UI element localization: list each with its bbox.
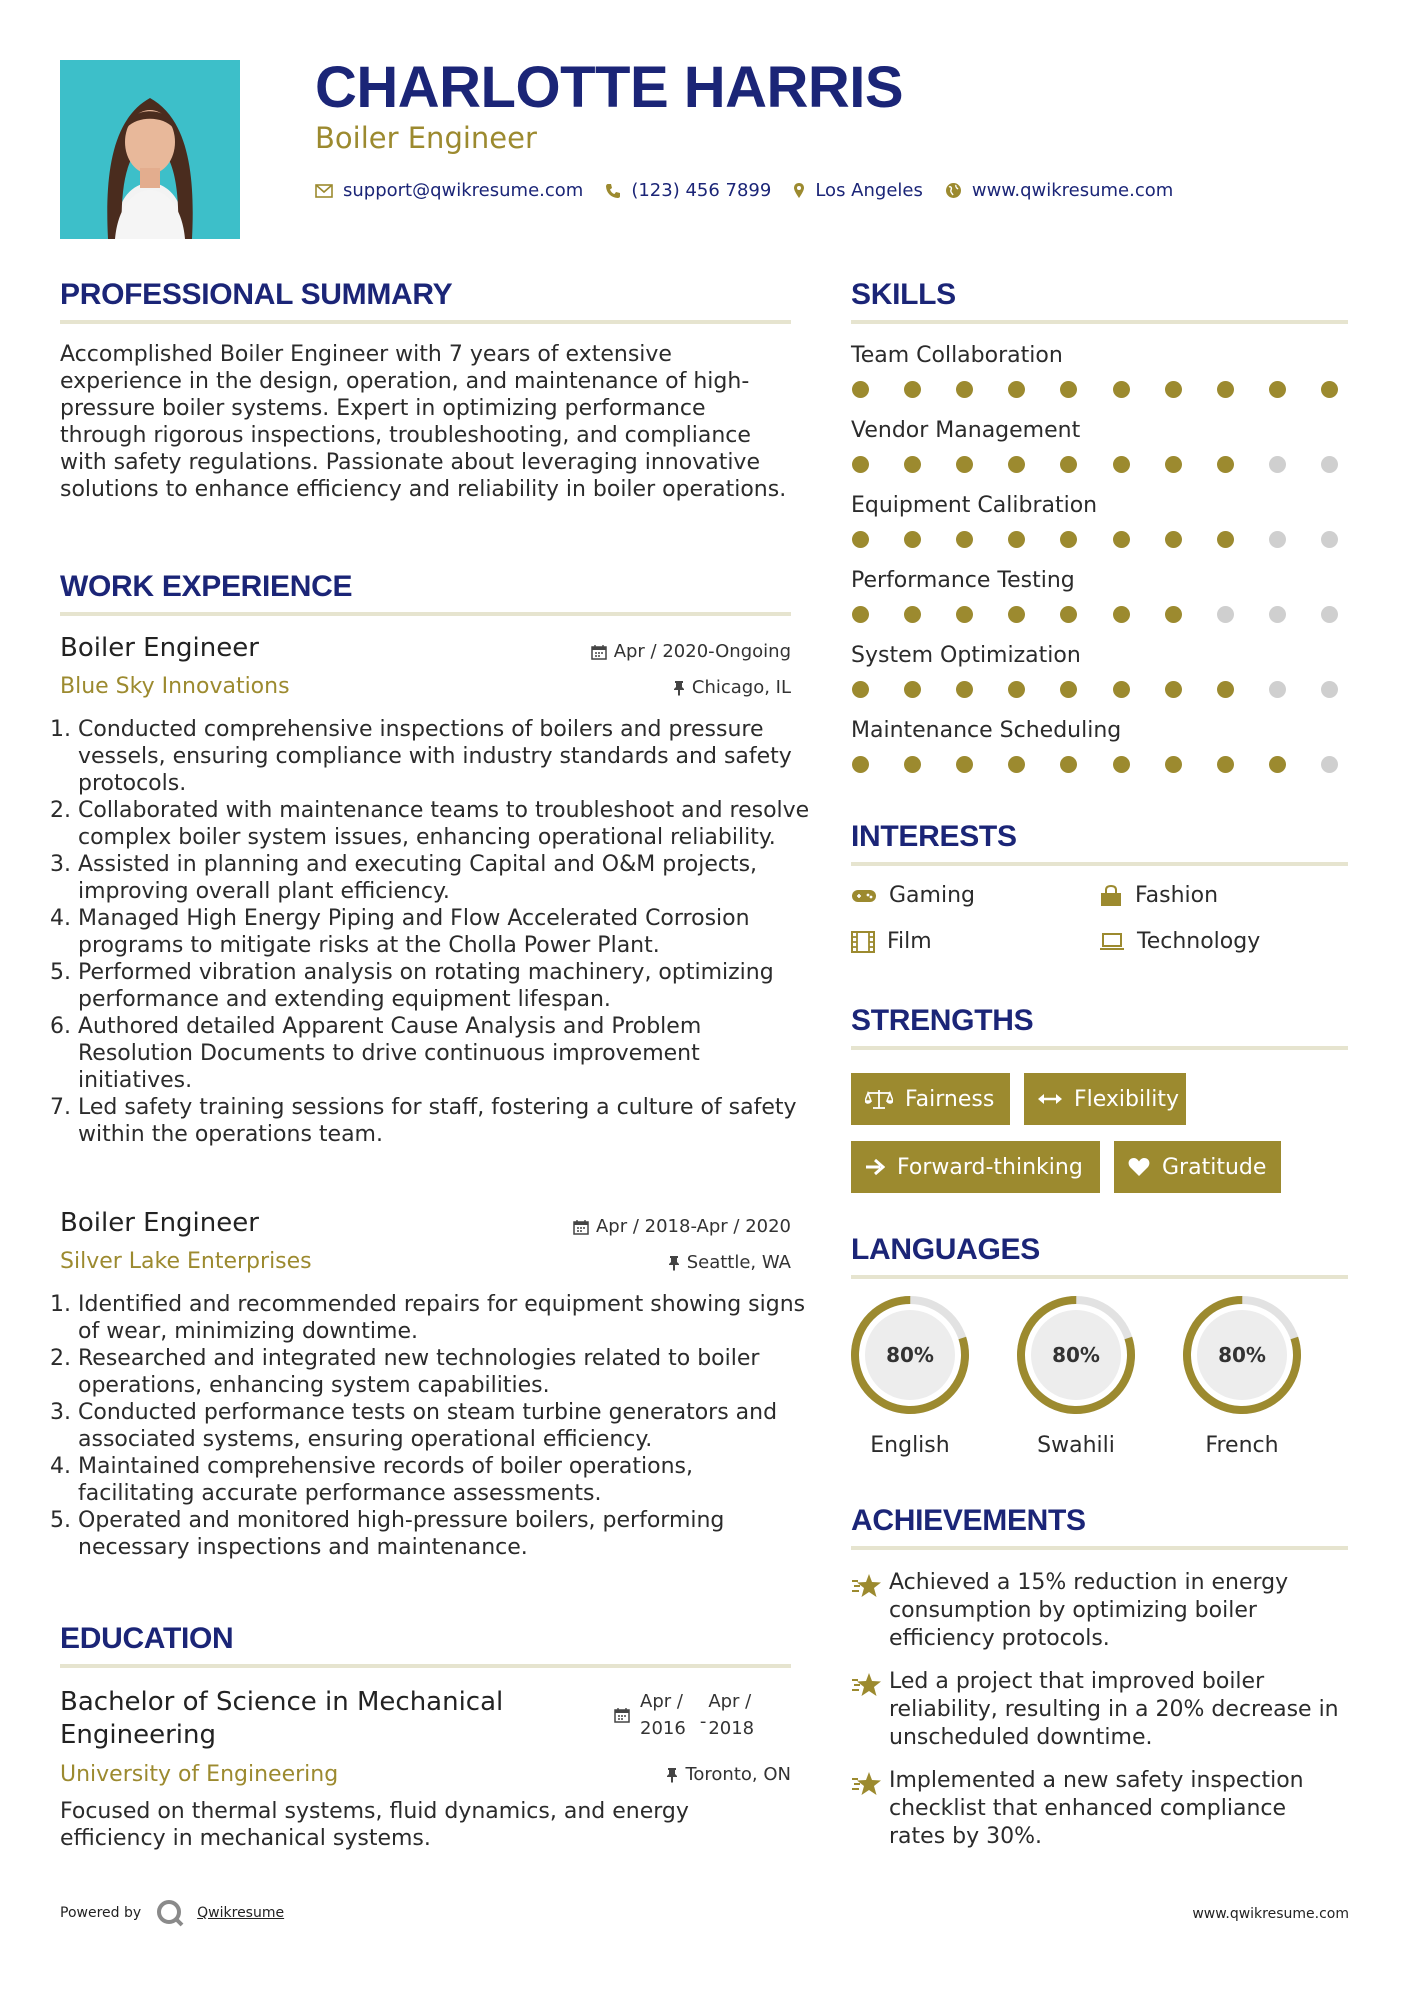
education-degree-line-2: Engineering bbox=[60, 1720, 216, 1750]
skill-rating bbox=[852, 681, 1338, 698]
achievement-item bbox=[851, 1767, 1348, 1851]
skill-dot-filled bbox=[1060, 606, 1077, 623]
star-icon bbox=[851, 1672, 889, 1752]
skill-rating bbox=[852, 606, 1338, 623]
experience-divider bbox=[60, 612, 791, 616]
list-item: 4. Maintained comprehensive records of boiler operations, facilitating accurate performance assessments. bbox=[78, 1453, 813, 1507]
strength-tag-fairness bbox=[851, 1073, 1010, 1125]
skill-dot-filled bbox=[1165, 681, 1182, 698]
education-end-month: Apr / bbox=[708, 1691, 752, 1712]
skill-rating bbox=[852, 456, 1338, 473]
interest-technology-label: Technology bbox=[1137, 929, 1261, 954]
achievements-divider bbox=[851, 1546, 1348, 1550]
skill-dot-filled bbox=[1008, 381, 1025, 398]
language-percent: 80% bbox=[1052, 1343, 1100, 1367]
language-percent: 80% bbox=[886, 1343, 934, 1367]
list-item: 4. Managed High Energy Piping and Flow Accelerated Corrosion programs to mitigate risks at the Cholla Power Plant. bbox=[78, 905, 813, 959]
candidate-role: Boiler Engineer bbox=[315, 121, 537, 155]
skill-name: Equipment Calibration bbox=[851, 493, 1098, 518]
language-name: English bbox=[870, 1433, 950, 1458]
achievement-item bbox=[851, 1668, 1348, 1752]
strengths-heading: STRENGTHS bbox=[851, 1004, 1034, 1037]
language-donut bbox=[848, 1293, 972, 1417]
skill-dot-filled bbox=[1060, 456, 1077, 473]
languages-heading: LANGUAGES bbox=[851, 1233, 1040, 1266]
skill-dot-filled bbox=[1113, 456, 1130, 473]
contact-phone[interactable]: (123) 456 7899 bbox=[631, 180, 772, 201]
skill-dot-filled bbox=[956, 381, 973, 398]
skill-name: System Optimization bbox=[851, 643, 1081, 668]
education-end-year: 2018 bbox=[708, 1718, 755, 1739]
arrows-horizontal-icon bbox=[1038, 1092, 1062, 1106]
interest-film-label: Film bbox=[887, 929, 932, 954]
skill-dot-filled bbox=[1165, 381, 1182, 398]
qwikresume-logo-icon bbox=[155, 1898, 185, 1928]
language-item bbox=[1011, 1293, 1141, 1458]
skill-dot-filled bbox=[852, 756, 869, 773]
skill-dot-filled bbox=[1008, 531, 1025, 548]
pushpin-icon bbox=[666, 1767, 678, 1783]
skill-dot-filled bbox=[852, 456, 869, 473]
skill-dot-filled bbox=[904, 531, 921, 548]
achievement-item bbox=[851, 1569, 1348, 1653]
skill-dot-filled bbox=[904, 756, 921, 773]
star-icon bbox=[851, 1573, 889, 1653]
interest-fashion-label: Fashion bbox=[1135, 883, 1219, 908]
job-1-dates bbox=[490, 641, 791, 662]
interest-fashion bbox=[1099, 883, 1218, 908]
education-location-text: Toronto, ON bbox=[685, 1764, 791, 1785]
skill-dot-filled bbox=[1113, 606, 1130, 623]
skill-dot-empty bbox=[1269, 606, 1286, 623]
skill-dot-filled bbox=[1060, 531, 1077, 548]
education-description: Focused on thermal systems, fluid dynamics, and energy efficiency in mechanical systems. bbox=[60, 1799, 689, 1851]
skill-name: Team Collaboration bbox=[851, 343, 1063, 368]
skill-dot-filled bbox=[1060, 681, 1077, 698]
contact-location: Los Angeles bbox=[815, 180, 923, 201]
skill-dot-empty bbox=[1321, 531, 1338, 548]
education-start-year: 2016 bbox=[640, 1718, 686, 1739]
summary-heading: PROFESSIONAL SUMMARY bbox=[60, 278, 453, 311]
language-donut bbox=[1180, 1293, 1304, 1417]
list-item: 6. Authored detailed Apparent Cause Analysis and Problem Resolution Documents to drive continuous improvement initiatives. bbox=[78, 1013, 813, 1094]
footer-url[interactable]: www.qwikresume.com bbox=[1192, 1906, 1349, 1922]
skill-rating bbox=[852, 531, 1338, 548]
language-item bbox=[845, 1293, 975, 1458]
skill-dot-filled bbox=[1113, 531, 1130, 548]
skill-dot-filled bbox=[852, 531, 869, 548]
experience-heading: WORK EXPERIENCE bbox=[60, 570, 353, 603]
language-item bbox=[1177, 1293, 1307, 1458]
list-item: 3. Conducted performance tests on steam turbine generators and associated systems, ensuring operational efficiency. bbox=[78, 1399, 813, 1453]
skill-dot-filled bbox=[1217, 456, 1234, 473]
globe-icon bbox=[945, 182, 962, 199]
education-degree bbox=[60, 1686, 503, 1752]
interests-divider bbox=[851, 862, 1348, 866]
contact-bar bbox=[315, 180, 1195, 201]
interests-heading: INTERESTS bbox=[851, 820, 1017, 853]
skill-dot-filled bbox=[1008, 606, 1025, 623]
strength-flexibility-label: Flexibility bbox=[1074, 1086, 1179, 1112]
skills-divider bbox=[851, 320, 1348, 324]
list-item: 1. Identified and recommended repairs for equipment showing signs of wear, minimizing downtime. bbox=[78, 1291, 813, 1345]
job-2-dates-text: Apr / 2018-Apr / 2020 bbox=[595, 1216, 791, 1237]
calendar-icon bbox=[591, 644, 607, 660]
calendar-icon bbox=[614, 1707, 630, 1723]
contact-website[interactable]: www.qwikresume.com bbox=[971, 180, 1174, 201]
interest-film bbox=[851, 929, 932, 954]
skill-dot-filled bbox=[1113, 381, 1130, 398]
skill-dot-filled bbox=[1165, 456, 1182, 473]
education-school: University of Engineering bbox=[60, 1762, 339, 1787]
list-item: 7. Led safety training sessions for staff, fostering a culture of safety within the operations team. bbox=[78, 1094, 813, 1148]
phone-icon bbox=[605, 183, 621, 199]
list-item: 2. Collaborated with maintenance teams to troubleshoot and resolve complex boiler system issues, enhancing operational reliability. bbox=[78, 797, 813, 851]
job-1-location bbox=[490, 677, 791, 698]
skill-dot-empty bbox=[1269, 681, 1286, 698]
strength-tag-forward-thinking bbox=[851, 1141, 1100, 1193]
job-1-company: Blue Sky Innovations bbox=[60, 674, 290, 699]
skill-dot-filled bbox=[1217, 531, 1234, 548]
job-1-location-text: Chicago, IL bbox=[691, 677, 791, 698]
list-item: 5. Performed vibration analysis on rotating machinery, optimizing performance and extending equipment lifespan. bbox=[78, 959, 813, 1013]
star-icon bbox=[851, 1771, 889, 1851]
footer-branding bbox=[60, 1898, 284, 1928]
skill-dot-filled bbox=[1165, 756, 1182, 773]
pushpin-icon bbox=[673, 680, 685, 696]
summary-divider bbox=[60, 320, 791, 324]
skill-dot-filled bbox=[1113, 756, 1130, 773]
strength-tag-flexibility bbox=[1024, 1073, 1186, 1125]
interest-gaming-label: Gaming bbox=[889, 883, 975, 908]
skill-dot-filled bbox=[1269, 381, 1286, 398]
skill-rating bbox=[852, 756, 1338, 773]
list-item: 5. Operated and monitored high-pressure boilers, performing necessary inspections and maintenance. bbox=[78, 1507, 813, 1561]
skill-dot-filled bbox=[1165, 606, 1182, 623]
skill-dot-filled bbox=[956, 531, 973, 548]
job-1-bullets bbox=[60, 716, 813, 1148]
skill-dot-filled bbox=[956, 756, 973, 773]
skill-dot-empty bbox=[1269, 531, 1286, 548]
skill-dot-empty bbox=[1321, 606, 1338, 623]
job-2-company: Silver Lake Enterprises bbox=[60, 1249, 312, 1274]
language-donut bbox=[1014, 1293, 1138, 1417]
skill-dot-empty bbox=[1321, 681, 1338, 698]
interest-gaming bbox=[851, 883, 975, 908]
skill-dot-filled bbox=[956, 606, 973, 623]
language-name: Swahili bbox=[1037, 1433, 1115, 1458]
skill-name: Performance Testing bbox=[851, 568, 1075, 593]
education-location bbox=[490, 1764, 791, 1785]
skill-dot-filled bbox=[1060, 756, 1077, 773]
skill-dot-filled bbox=[1321, 381, 1338, 398]
strength-forward-thinking-label: Forward-thinking bbox=[897, 1154, 1083, 1180]
skill-dot-filled bbox=[852, 681, 869, 698]
skill-dot-filled bbox=[1008, 756, 1025, 773]
skill-dot-empty bbox=[1217, 606, 1234, 623]
skill-dot-filled bbox=[1008, 456, 1025, 473]
summary-text: Accomplished Boiler Engineer with 7 years of extensive experience in the design, operation, and maintenance of high-pressure boiler systems. Expert in optimizing performance through rigorous inspections, troubleshooting, and compliance with safety regulations. Passionate about leveraging innovative solutions to enhance efficiency and reliability in boiler operations. bbox=[60, 342, 787, 502]
achievement-text: Implemented a new safety inspection checklist that enhanced compliance rates by 30%. bbox=[889, 1768, 1304, 1849]
skill-dot-filled bbox=[852, 381, 869, 398]
language-name: French bbox=[1205, 1433, 1279, 1458]
education-dates bbox=[614, 1688, 754, 1742]
pushpin-icon bbox=[668, 1255, 680, 1271]
strength-gratitude-label: Gratitude bbox=[1162, 1154, 1267, 1180]
skill-dot-filled bbox=[904, 681, 921, 698]
job-1-dates-text: Apr / 2020-Ongoing bbox=[613, 641, 791, 662]
strength-tag-gratitude bbox=[1114, 1141, 1281, 1193]
skill-name: Vendor Management bbox=[851, 418, 1081, 443]
strengths-divider bbox=[851, 1046, 1348, 1050]
skill-rating bbox=[852, 381, 1338, 398]
job-1-title: Boiler Engineer bbox=[60, 633, 259, 663]
job-2-bullets bbox=[60, 1291, 813, 1561]
heart-icon bbox=[1128, 1157, 1150, 1177]
skill-dot-filled bbox=[1113, 681, 1130, 698]
education-divider bbox=[60, 1664, 791, 1668]
contact-email[interactable]: support@qwikresume.com bbox=[343, 180, 584, 201]
film-icon bbox=[851, 931, 875, 953]
job-2-title: Boiler Engineer bbox=[60, 1208, 259, 1238]
skill-dot-filled bbox=[1008, 681, 1025, 698]
skill-dot-filled bbox=[956, 456, 973, 473]
job-2-location-text: Seattle, WA bbox=[686, 1252, 791, 1273]
education-degree-line-1: Bachelor of Science in Mechanical bbox=[60, 1687, 504, 1717]
education-start-month: Apr / bbox=[640, 1691, 683, 1712]
skill-name: Maintenance Scheduling bbox=[851, 718, 1122, 743]
languages-divider bbox=[851, 1275, 1348, 1279]
education-heading: EDUCATION bbox=[60, 1622, 234, 1655]
education-date-dash: - bbox=[699, 1710, 707, 1732]
skill-dot-filled bbox=[1269, 756, 1286, 773]
skill-dot-filled bbox=[1165, 531, 1182, 548]
skill-dot-empty bbox=[1321, 456, 1338, 473]
qwikresume-link[interactable]: Qwikresume bbox=[197, 1905, 285, 1921]
skills-heading: SKILLS bbox=[851, 278, 956, 311]
gamepad-icon bbox=[851, 888, 877, 904]
skill-dot-filled bbox=[1217, 756, 1234, 773]
interest-technology bbox=[1099, 929, 1260, 954]
skill-dot-filled bbox=[904, 456, 921, 473]
job-2-dates bbox=[490, 1216, 791, 1237]
envelope-icon bbox=[315, 184, 333, 198]
powered-by-label: Powered by bbox=[60, 1905, 142, 1921]
list-item: 3. Assisted in planning and executing Capital and O&M projects, improving overall plant efficiency. bbox=[78, 851, 813, 905]
skill-dot-filled bbox=[956, 681, 973, 698]
skill-dot-filled bbox=[1217, 381, 1234, 398]
skill-dot-empty bbox=[1321, 756, 1338, 773]
profile-photo bbox=[60, 60, 240, 239]
skill-dot-filled bbox=[1217, 681, 1234, 698]
skill-dot-filled bbox=[852, 606, 869, 623]
calendar-icon bbox=[573, 1219, 589, 1235]
achievement-text: Achieved a 15% reduction in energy consumption by optimizing boiler efficiency protocols. bbox=[889, 1570, 1289, 1651]
shopping-bag-icon bbox=[1099, 885, 1123, 907]
achievement-text: Led a project that improved boiler reliability, resulting in a 20% decrease in unscheduled downtime. bbox=[889, 1669, 1339, 1750]
skill-dot-filled bbox=[904, 381, 921, 398]
skill-dot-empty bbox=[1269, 456, 1286, 473]
list-item: 2. Researched and integrated new technologies related to boiler operations, enhancing system capabilities. bbox=[78, 1345, 813, 1399]
balance-scale-icon bbox=[865, 1088, 893, 1110]
skill-dot-filled bbox=[1060, 381, 1077, 398]
list-item: 1. Conducted comprehensive inspections of boilers and pressure vessels, ensuring compliance with industry standards and safety protocols. bbox=[78, 716, 813, 797]
candidate-name: CHARLOTTE HARRIS bbox=[315, 55, 904, 120]
map-pin-icon bbox=[793, 182, 805, 199]
skill-dot-filled bbox=[904, 606, 921, 623]
language-percent: 80% bbox=[1218, 1343, 1266, 1367]
job-2-location bbox=[490, 1252, 791, 1273]
strength-fairness-label: Fairness bbox=[905, 1086, 995, 1112]
arrow-right-icon bbox=[865, 1158, 885, 1176]
achievements-heading: ACHIEVEMENTS bbox=[851, 1504, 1086, 1537]
laptop-icon bbox=[1099, 932, 1125, 952]
